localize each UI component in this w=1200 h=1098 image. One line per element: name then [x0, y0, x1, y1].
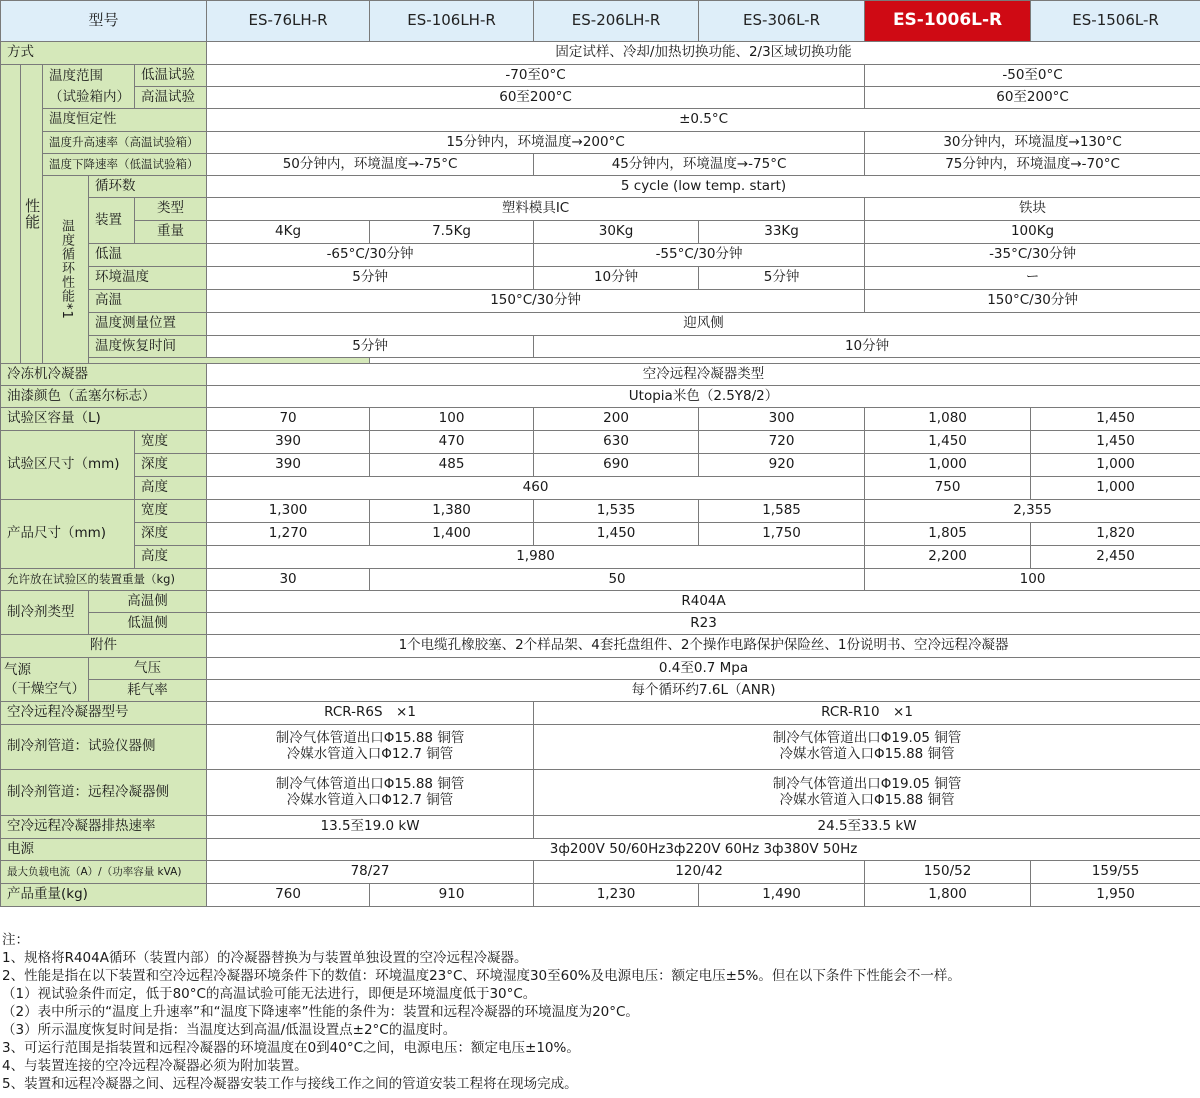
cycle-high-a: 150°C/30分钟 [207, 290, 865, 313]
load-a: 30 [207, 569, 370, 591]
fall-rate-label: 温度下降速率（低温试验箱） [43, 154, 207, 176]
row-weight [1, 884, 1200, 907]
condenser-value: 空冷远程冷凝器类型 [207, 364, 1200, 386]
inner-size-label: 试验区尺寸（mm) [1, 431, 135, 500]
inner-width-206: 630 [534, 431, 699, 454]
outer-depth-76: 1,270 [207, 523, 370, 546]
outer-depth-106: 1,400 [370, 523, 534, 546]
pipe-condenser-label: 制冷剂管道：远程冷凝器侧 [1, 770, 207, 816]
inner-depth-1006: 1,000 [865, 454, 1031, 477]
refrig-high-label: 高温侧 [89, 591, 207, 613]
recovery-a: 5分钟 [207, 336, 534, 358]
outer-width-1006: 2,355 [865, 500, 1200, 523]
device-weight-76: 4Kg [207, 221, 370, 244]
weight-label: 产品重量(kg) [1, 884, 207, 907]
row-inner-depth [1, 454, 1200, 477]
row-heat-rate [1, 816, 1200, 839]
pipe-instrument-a [207, 725, 534, 770]
measure-pos-value: 迎风侧 [207, 313, 1200, 336]
cycle-low-b: -55°C/30分钟 [534, 244, 865, 267]
capacity-1006: 1,080 [865, 408, 1031, 431]
row-current [1, 861, 1200, 884]
row-refrig-low [1, 613, 1200, 635]
pipe-instrument-b-water: 冷媒水管道入口Φ15.88 铜管 [779, 746, 955, 762]
rise-rate-label: 温度升高速率（高温试验箱） [43, 132, 207, 154]
air-source-label: 气源 （干燥空气） [1, 658, 89, 702]
row-device-type [1, 198, 1200, 221]
row-measure-pos [1, 313, 1200, 336]
cycle-perf-label: 温度循环性能*1 [43, 176, 89, 364]
inner-width-106: 470 [370, 431, 534, 454]
row-power [1, 839, 1200, 861]
row-outer-width [1, 500, 1200, 523]
row-air-consumption [1, 680, 1200, 702]
current-d: 159/55 [1031, 861, 1200, 884]
row-outer-height [1, 546, 1200, 569]
method-label: 方式 [1, 42, 207, 65]
device-weight-306: 33Kg [699, 221, 865, 244]
weight-306: 1,490 [699, 884, 865, 907]
outer-width-306: 1,585 [699, 500, 865, 523]
pipe-instrument-b-gas: 制冷气体管道出口Φ19.05 铜管 [772, 730, 962, 747]
high-test-label: 高温试验 [135, 87, 207, 109]
device-type-b: 铁块 [865, 198, 1200, 221]
pipe-instrument-a-water: 冷媒水管道入口Φ12.7 铜管 [286, 746, 454, 762]
weight-76: 760 [207, 884, 370, 907]
model-header-row [1, 1, 1200, 42]
note-2-2: （2）表中所示的“温度上升速率”和“温度下降速率”性能的条件为：装置和远程冷凝器的环境温度为20°C。 [2, 1004, 639, 1020]
fall-rate-c: 75分钟内，环境温度→-70°C [865, 154, 1200, 176]
outer-depth-1006: 1,805 [865, 523, 1031, 546]
outer-width-label: 宽度 [135, 500, 207, 523]
inner-depth-76: 390 [207, 454, 370, 477]
inner-height-a: 460 [207, 477, 865, 500]
row-load [1, 569, 1200, 591]
inner-width-76: 390 [207, 431, 370, 454]
outer-width-206: 1,535 [534, 500, 699, 523]
paint-value: Utopia米色（2.5Y8/2） [207, 386, 1200, 408]
inner-height-b: 750 [865, 477, 1031, 500]
temp-range-high-b: 60至200°C [865, 87, 1200, 109]
outer-width-106: 1,380 [370, 500, 534, 523]
note-2-1: （1）视试验条件而定，低于80°C的高温试验可能无法进行，即便是环境温度低于30°C。 [2, 986, 537, 1002]
inner-height-c: 1,000 [1031, 477, 1200, 500]
air-pressure-value: 0.4至0.7 Mpa [207, 658, 1200, 680]
temp-range-high-a: 60至200°C [207, 87, 865, 109]
refrig-label: 制冷剂类型 [1, 591, 89, 635]
pipe-condenser-a-water: 冷媒水管道入口Φ12.7 铜管 [286, 791, 454, 808]
row-method [1, 42, 1200, 65]
inner-depth-206: 690 [534, 454, 699, 477]
refrig-high-value: R404A [207, 591, 1200, 613]
notes [2, 907, 1200, 1093]
weight-206: 1,230 [534, 884, 699, 907]
pipe-instrument-a-gas: 制冷气体管道出口Φ15.88 铜管 [275, 730, 465, 747]
constancy-value: ±0.5°C [207, 109, 1200, 132]
pipe-instrument-label: 制冷剂管道：试验仪器侧 [1, 725, 207, 770]
row-inner-width [1, 431, 1200, 454]
row-rise-rate [1, 132, 1200, 154]
inner-width-306: 720 [699, 431, 865, 454]
accessories-label: 附件 [1, 635, 207, 658]
row-temp-range-high [1, 87, 1200, 109]
row-recovery [1, 336, 1200, 358]
note-2: 2、性能是指在以下装置和空冷远程冷凝器环境条件下的数值：环境温度23°C、环境湿度30至60%及电源电压：额定电压±5%。但在以下条件下性能会不一样。 [2, 968, 961, 984]
row-cycle-ambient [1, 267, 1200, 290]
row-capacity [1, 408, 1200, 431]
model-es-206lh-r: ES-206LH-R [534, 1, 699, 42]
row-inner-height [1, 477, 1200, 500]
row-cycle-low [1, 244, 1200, 267]
model-es-106lh-r: ES-106LH-R [370, 1, 534, 42]
capacity-206: 200 [534, 408, 699, 431]
load-b: 50 [370, 569, 865, 591]
air-consumption-value: 每个循环约7.6L（ANR) [207, 680, 1200, 702]
device-weight-206: 30Kg [534, 221, 699, 244]
cycle-count-label: 循环数 [89, 176, 207, 198]
cycle-ambient-d: ー [865, 267, 1200, 290]
device-weight-1006: 100Kg [865, 221, 1200, 244]
outer-size-label: 产品尺寸（mm) [1, 500, 135, 569]
note-3: 3、可运行范围是指装置和远程冷凝器的环境温度在0到40°C之间，电源电压：额定电压±10%。 [2, 1040, 580, 1056]
inner-width-1006: 1,450 [865, 431, 1031, 454]
outer-depth-306: 1,750 [699, 523, 865, 546]
cycle-low-label: 低温 [89, 244, 207, 267]
inner-depth-1506: 1,000 [1031, 454, 1200, 477]
capacity-label: 试验区容量（L) [1, 408, 207, 431]
note-5: 5、装置和远程冷凝器之间、远程冷凝器安装工作与接线工作之间的管道安装工程将在现场完成。 [2, 1076, 578, 1092]
inner-height-label: 高度 [135, 477, 207, 500]
row-paint [1, 386, 1200, 408]
rise-rate-b: 30分钟内，环境温度→130°C [865, 132, 1200, 154]
power-label: 电源 [1, 839, 207, 861]
cycle-ambient-b: 10分钟 [534, 267, 699, 290]
cycle-count-value: 5 cycle (low temp. start) [207, 176, 1200, 198]
row-refrig-high [1, 591, 1200, 613]
measure-pos-label: 温度测量位置 [89, 313, 207, 336]
cycle-high-label: 高温 [89, 290, 207, 313]
row-constancy [1, 109, 1200, 132]
heat-rate-b: 24.5至33.5 kW [534, 816, 1200, 839]
outer-height-b: 2,200 [865, 546, 1031, 569]
method-value: 固定试样、冷却/加热切换功能、2/3区域切换功能 [207, 42, 1200, 65]
model-es-76lh-r: ES-76LH-R [207, 1, 370, 42]
current-label: 最大负载电流（A）/（功率容量 kVA) [1, 861, 207, 884]
rc-model-b: RCR-R10 ×1 [534, 702, 1200, 725]
current-a: 78/27 [207, 861, 534, 884]
temp-range-label: 温度范围 （试验箱内） [43, 65, 135, 109]
pipe-condenser-b [534, 770, 1200, 816]
row-temp-range-low [1, 65, 1200, 87]
model-header-label: 型号 [1, 1, 207, 42]
load-c: 100 [865, 569, 1200, 591]
rise-rate-a: 15分钟内，环境温度→200°C [207, 132, 865, 154]
outer-depth-1506: 1,820 [1031, 523, 1200, 546]
load-label: 允许放在试验区的装置重量（kg) [1, 569, 207, 591]
outer-depth-label: 深度 [135, 523, 207, 546]
paint-label: 油漆颜色（孟塞尔标志） [1, 386, 207, 408]
row-condenser [1, 364, 1200, 386]
cycle-ambient-label: 环境温度 [89, 267, 207, 290]
device-label: 装置 [89, 198, 135, 244]
fall-rate-b: 45分钟内，环境温度→-75°C [534, 154, 865, 176]
notes-title: 注： [2, 932, 29, 948]
outer-depth-206: 1,450 [534, 523, 699, 546]
weight-106: 910 [370, 884, 534, 907]
device-type-label: 类型 [135, 198, 207, 221]
cycle-ambient-c: 5分钟 [699, 267, 865, 290]
outer-height-label: 高度 [135, 546, 207, 569]
perf-label: 性能 [21, 65, 43, 364]
capacity-106: 100 [370, 408, 534, 431]
air-consumption-label: 耗气率 [89, 680, 207, 702]
note-1: 1、规格将R404A循环（装置内部）的冷凝器替换为与装置单独设置的空冷远程冷凝器。 [2, 950, 528, 966]
pipe-condenser-a [207, 770, 534, 816]
capacity-1506: 1,450 [1031, 408, 1200, 431]
row-air-pressure [1, 658, 1200, 680]
accessories-value: 1个电缆孔橡胶塞、2个样品架、4套托盘组件、2个操作电路保护保险丝、1份说明书、空冷远程冷凝器 [207, 635, 1200, 658]
current-c: 150/52 [865, 861, 1031, 884]
heat-rate-a: 13.5至19.0 kW [207, 816, 534, 839]
row-outer-depth [1, 523, 1200, 546]
rc-model-a: RCR-R6S ×1 [207, 702, 534, 725]
pipe-instrument-b [534, 725, 1200, 770]
refrig-low-label: 低温侧 [89, 613, 207, 635]
note-2-3: （3）所示温度恢复时间是指：当温度达到高温/低温设置点±2°C的温度时。 [2, 1022, 457, 1038]
cycle-ambient-a: 5分钟 [207, 267, 534, 290]
outer-height-a: 1,980 [207, 546, 865, 569]
row-accessories [1, 635, 1200, 658]
inner-depth-306: 920 [699, 454, 865, 477]
inner-depth-106: 485 [370, 454, 534, 477]
weight-1006: 1,800 [865, 884, 1031, 907]
pipe-condenser-b-gas: 制冷气体管道出口Φ19.05 铜管 [772, 775, 962, 792]
refrig-low-value: R23 [207, 613, 1200, 635]
recovery-label: 温度恢复时间 [89, 336, 207, 358]
row-rc-model [1, 702, 1200, 725]
inner-width-1506: 1,450 [1031, 431, 1200, 454]
condenser-label: 冷冻机冷凝器 [1, 364, 207, 386]
row-pipe-instrument [1, 725, 1200, 770]
pipe-condenser-b-water: 冷媒水管道入口Φ15.88 铜管 [779, 791, 955, 808]
low-test-label: 低温试验 [135, 65, 207, 87]
weight-1506: 1,950 [1031, 884, 1200, 907]
cycle-low-a: -65°C/30分钟 [207, 244, 534, 267]
note-4: 4、与装置连接的空冷远程冷凝器必须为附加装置。 [2, 1058, 308, 1074]
constancy-label: 温度恒定性 [43, 109, 207, 132]
rc-model-label: 空冷远程冷凝器型号 [1, 702, 207, 725]
air-pressure-label: 气压 [89, 658, 207, 680]
device-type-a: 塑料模具IC [207, 198, 865, 221]
device-weight-106: 7.5Kg [370, 221, 534, 244]
cycle-low-c: -35°C/30分钟 [865, 244, 1200, 267]
recovery-b: 10分钟 [534, 336, 1200, 358]
model-es-1006l-r: ES-1006L-R [865, 1, 1031, 42]
current-b: 120/42 [534, 861, 865, 884]
temp-range-low-b: -50至0°C [865, 65, 1200, 87]
row-cycle-high [1, 290, 1200, 313]
model-es-1506l-r: ES-1506L-R [1031, 1, 1200, 42]
outer-width-76: 1,300 [207, 500, 370, 523]
row-pipe-condenser [1, 770, 1200, 816]
row-fall-rate [1, 154, 1200, 176]
fall-rate-a: 50分钟内，环境温度→-75°C [207, 154, 534, 176]
cycle-high-b: 150°C/30分钟 [865, 290, 1200, 313]
pipe-condenser-a-gas: 制冷气体管道出口Φ15.88 铜管 [275, 775, 465, 792]
device-weight-label: 重量 [135, 221, 207, 244]
model-es-306l-r: ES-306L-R [699, 1, 865, 42]
power-value: 3ф200V 50/60Hz3ф220V 60Hz 3ф380V 50Hz [207, 839, 1200, 861]
heat-rate-label: 空冷远程冷凝器排热速率 [1, 816, 207, 839]
temp-range-low-a: -70至0°C [207, 65, 865, 87]
capacity-306: 300 [699, 408, 865, 431]
row-device-weight [1, 221, 1200, 244]
inner-depth-label: 深度 [135, 454, 207, 477]
inner-width-label: 宽度 [135, 431, 207, 454]
capacity-76: 70 [207, 408, 370, 431]
outer-height-c: 2,450 [1031, 546, 1200, 569]
row-cycle-count [1, 176, 1200, 198]
